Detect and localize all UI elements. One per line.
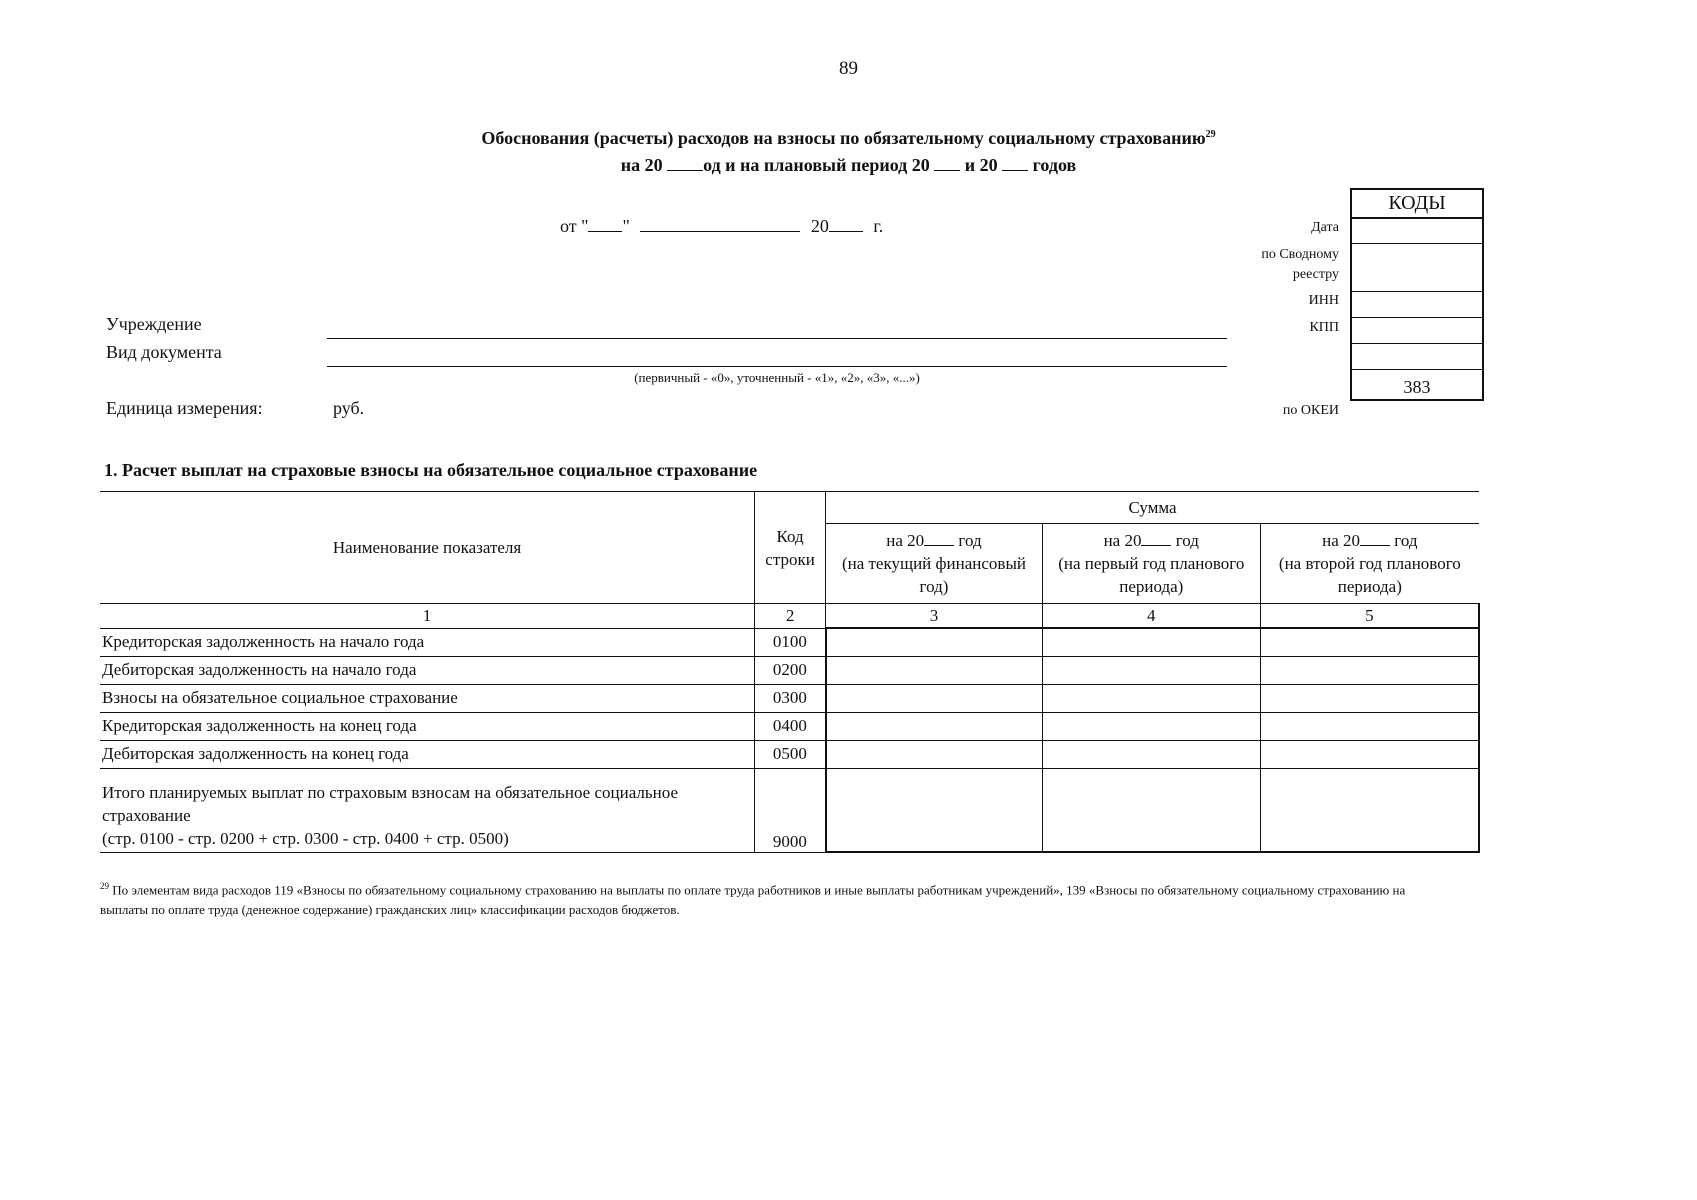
period-text-2: од и на плановый период 20: [703, 155, 930, 175]
column-header-sum: Сумма: [826, 492, 1479, 524]
value-cell[interactable]: [1260, 656, 1479, 684]
year3-suffix: год: [1394, 531, 1418, 550]
form-title: [0, 128, 1697, 149]
column-number-2: 2: [755, 604, 826, 629]
column-header-year1: [826, 524, 1043, 604]
year1-suffix: год: [958, 531, 982, 550]
code-kpp-cell[interactable]: [1352, 317, 1482, 343]
codes-label-kpp: КПП: [1309, 320, 1339, 335]
date-suffix: г.: [873, 216, 884, 236]
codes-label-date: Дата: [1311, 220, 1339, 235]
total-row-name-line1: Итого планируемых выплат по страховым взносам на обязательное социальное страхование: [102, 782, 678, 825]
table-row: [100, 684, 1479, 712]
column-header-code: [755, 492, 826, 604]
value-cell[interactable]: [826, 628, 1043, 656]
code-date-cell[interactable]: [1352, 217, 1482, 243]
row-code: 0400: [755, 712, 826, 740]
codes-label-registry: по Сводному реестру: [1261, 247, 1339, 282]
row-name: Дебиторская задолженность на конец года: [100, 740, 755, 768]
column-number-5: 5: [1260, 604, 1479, 629]
codes-label-inn: ИНН: [1308, 293, 1339, 308]
date-day-blank[interactable]: [588, 215, 622, 232]
row-code: 0300: [755, 684, 826, 712]
value-cell[interactable]: [826, 740, 1043, 768]
date-prefix: от ": [560, 216, 589, 236]
page-number: 89: [839, 58, 858, 79]
year2-blank[interactable]: [1141, 529, 1171, 546]
value-cell[interactable]: [1042, 740, 1260, 768]
date-month-blank[interactable]: [640, 215, 800, 232]
doc-type-label: Вид документа: [106, 342, 222, 362]
year2-title: [1045, 529, 1258, 552]
row-code: 0100: [755, 628, 826, 656]
code-inn-cell[interactable]: [1352, 291, 1482, 317]
unit-label: Единица измерения:: [106, 398, 263, 418]
doc-type-hint: (первичный - «0», уточненный - «1», «2», «3», «...»): [634, 370, 920, 385]
institution-label: Учреждение: [106, 314, 202, 334]
year2-suffix: год: [1175, 531, 1199, 550]
period-text-4: годов: [1032, 155, 1077, 175]
year3-blank[interactable]: [1360, 529, 1390, 546]
total-value-cell[interactable]: [1260, 768, 1479, 852]
row-name: Кредиторская задолженность на конец года: [100, 712, 755, 740]
footnote-text: По элементам вида расходов 119 «Взносы по обязательному социальному страхованию на выплаты по оплате труда работников и иные выплаты работникам учреждений», 139 «Взносы по обязательному социальному страхованию на выплаты по оплате труда (денежное содержание) гражданских лиц» классификации расходов бюджетов.: [100, 882, 1406, 918]
codes-box: [1350, 188, 1484, 401]
value-cell[interactable]: [1260, 712, 1479, 740]
year3-prefix: на 20: [1322, 531, 1361, 550]
row-name: Кредиторская задолженность на начало года: [100, 628, 755, 656]
year1-blank[interactable]: [924, 529, 954, 546]
row-name: Взносы на обязательное социальное страхование: [100, 684, 755, 712]
value-cell[interactable]: [826, 712, 1043, 740]
value-cell[interactable]: [1042, 656, 1260, 684]
code-registry-cell[interactable]: [1352, 243, 1482, 291]
period-text-3: и 20: [964, 155, 998, 175]
contributions-table: [100, 491, 1480, 853]
value-cell[interactable]: [1042, 712, 1260, 740]
footnote-number: 29: [100, 881, 109, 891]
year1-note: (на текущий финансовый год): [841, 554, 1026, 596]
section-1-title: 1. Расчет выплат на страховые взносы на обязательное социальное страхование: [104, 460, 758, 480]
table-row: [100, 656, 1479, 684]
year1-title: [828, 529, 1040, 552]
period-text-1: на 20: [620, 155, 663, 175]
table-row: [100, 712, 1479, 740]
value-cell[interactable]: [1042, 628, 1260, 656]
code-doctype-cell[interactable]: [1352, 343, 1482, 369]
total-row-code: 9000: [755, 768, 826, 852]
footnote-mark: 29: [1205, 129, 1216, 140]
value-cell[interactable]: [1260, 628, 1479, 656]
table-row: [100, 628, 1479, 656]
form-title-text: Обоснования (расчеты) расходов на взносы по обязательному социальному страхованию: [481, 128, 1206, 148]
year3-note: (на второй год планового периода): [1278, 554, 1461, 596]
codes-heading: КОДЫ: [1388, 192, 1446, 214]
period-blank-first[interactable]: [934, 154, 960, 171]
doc-type-field[interactable]: [327, 366, 1227, 367]
table-row: [100, 740, 1479, 768]
codes-label-okei: по ОКЕИ: [1282, 403, 1339, 418]
code-okei-cell: 383: [1352, 369, 1482, 399]
total-row-name: [100, 768, 755, 852]
column-number-4: 4: [1042, 604, 1260, 629]
year2-note: (на первый год планового периода): [1058, 554, 1245, 596]
total-value-cell[interactable]: [1042, 768, 1260, 852]
row-code: 0500: [755, 740, 826, 768]
column-number-3: 3: [826, 604, 1043, 629]
institution-field[interactable]: [327, 338, 1227, 339]
column-header-year2: [1042, 524, 1260, 604]
value-cell[interactable]: [1042, 684, 1260, 712]
date-mid: ": [622, 216, 630, 236]
unit-value: руб.: [333, 398, 365, 418]
row-code: 0200: [755, 656, 826, 684]
date-year-blank[interactable]: [829, 215, 863, 232]
year2-prefix: на 20: [1103, 531, 1142, 550]
column-header-name: Наименование показателя: [100, 492, 755, 604]
column-header-code-text: Код строки: [765, 526, 815, 569]
column-number-1: 1: [100, 604, 755, 629]
total-value-cell[interactable]: [826, 768, 1043, 852]
form-period-line: [0, 154, 1697, 176]
total-row-name-line2: (стр. 0100 - стр. 0200 + стр. 0300 - стр. 0400 + стр. 0500): [102, 828, 509, 848]
year1-prefix: на 20: [886, 531, 925, 550]
value-cell[interactable]: [1260, 740, 1479, 768]
value-cell[interactable]: [1260, 684, 1479, 712]
period-blank-current[interactable]: [667, 154, 703, 171]
footnote: [100, 876, 1420, 920]
value-cell[interactable]: [826, 656, 1043, 684]
document-date-line: [560, 215, 883, 237]
value-cell[interactable]: [826, 684, 1043, 712]
period-blank-second[interactable]: [1002, 154, 1028, 171]
year3-title: [1263, 529, 1477, 552]
date-year-prefix: 20: [810, 216, 829, 236]
total-row: [100, 768, 1479, 852]
row-name: Дебиторская задолженность на начало года: [100, 656, 755, 684]
column-header-year3: [1260, 524, 1479, 604]
